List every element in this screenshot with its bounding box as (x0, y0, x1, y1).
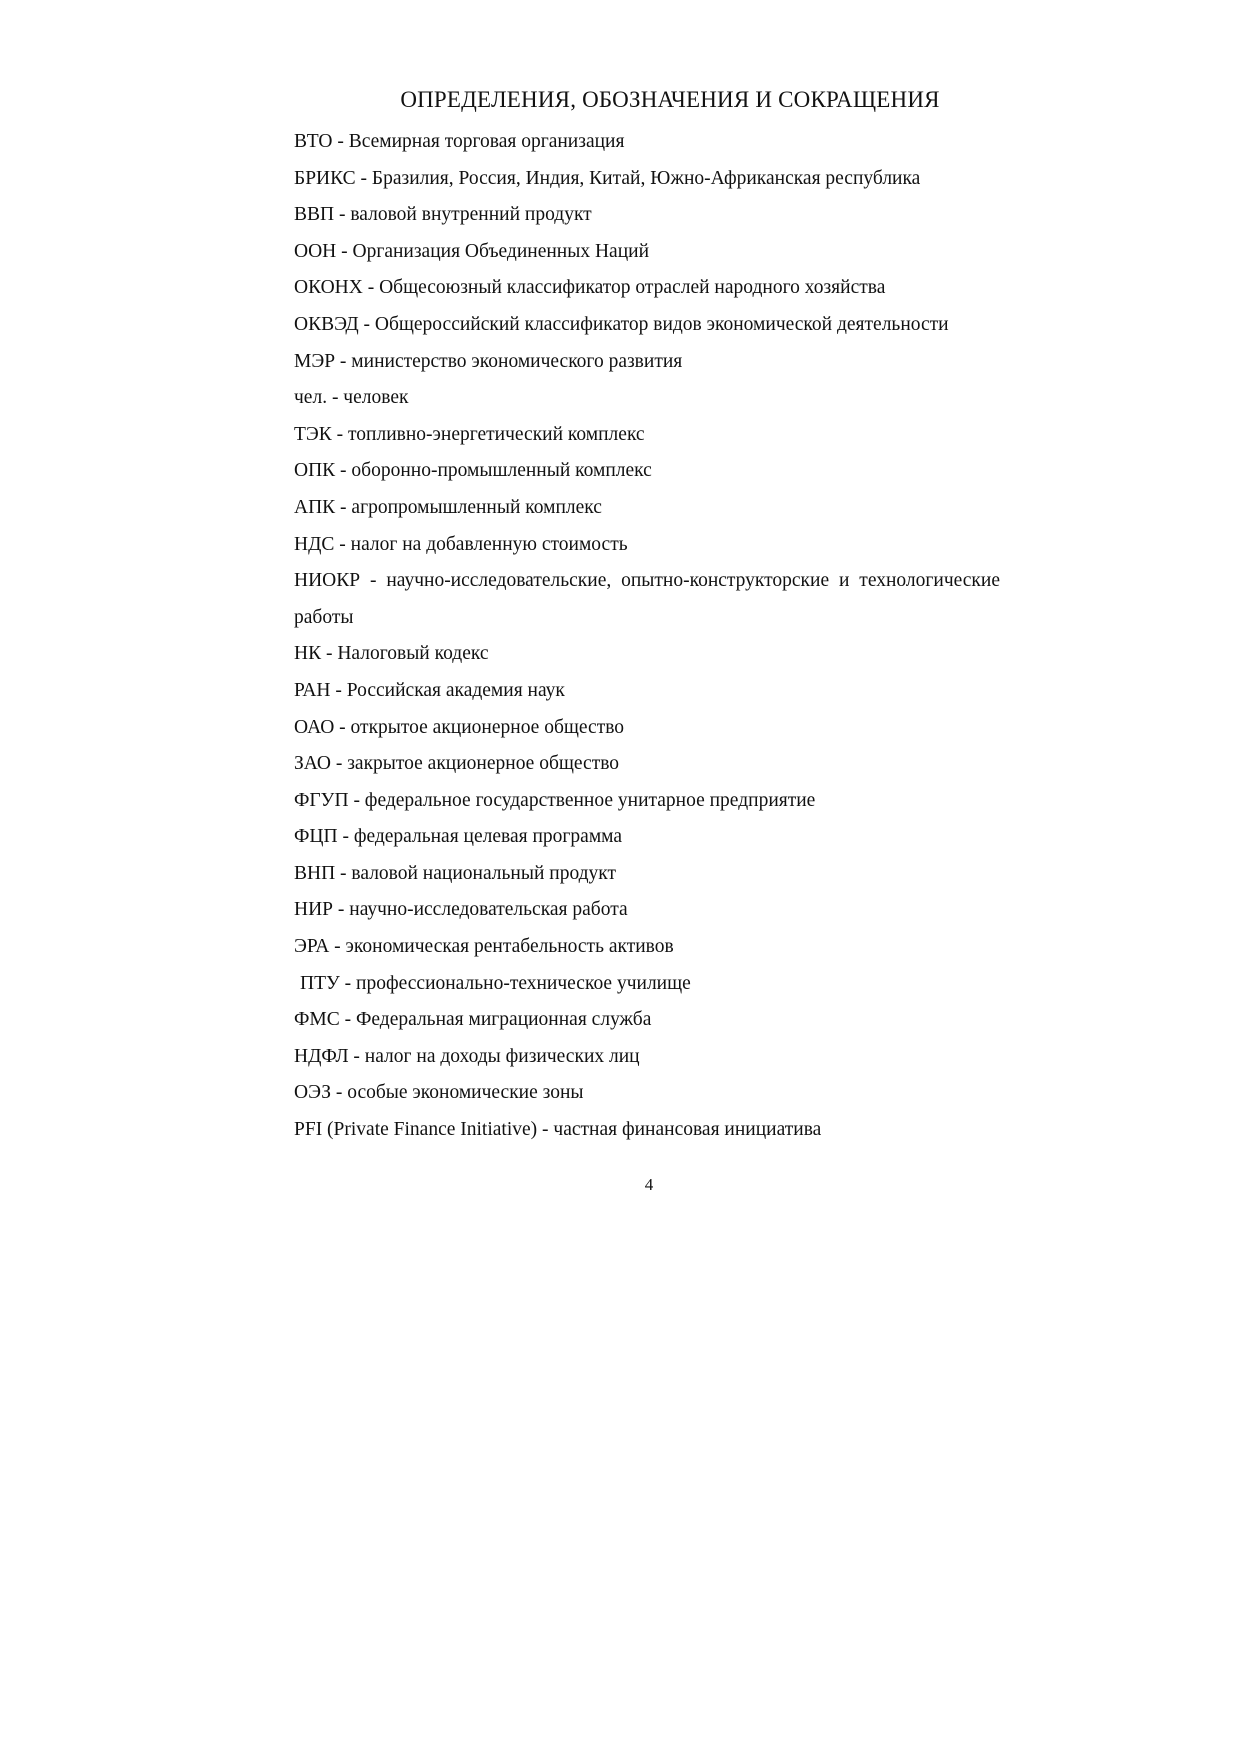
list-item: PFI (Private Finance Initiative) - частная финансовая инициатива (294, 1119, 822, 1141)
list-item: ВТО - Всемирная торговая организация (294, 131, 625, 152)
list-item: ВНП - валовой национальный продукт (294, 862, 617, 884)
list-item: НК - Налоговый кодекс (294, 643, 489, 665)
list-item: НДС - налог на добавленную стоимость (294, 533, 628, 555)
list-item: ОКВЭД - Общероссийский классификатор видов экономической деятельности (294, 313, 949, 335)
list-item: БРИКС - Бразилия, Россия, Индия, Китай, Южно-Африканская республика (294, 167, 921, 189)
list-item: ФЦП - федеральная целевая программа (294, 826, 623, 848)
list-item: ООН - Организация Объединенных Наций (294, 240, 650, 262)
list-item: ОКОНХ - Общесоюзный классификатор отраслей народного хозяйства (294, 277, 886, 299)
page-number: 4 (644, 1175, 654, 1194)
list-item: ФМС - Федеральная миграционная служба (294, 1009, 652, 1031)
list-item: чел. - человек (294, 387, 409, 409)
list-item: ПТУ - профессионально-техническое училище (300, 972, 691, 994)
list-item: ОАО - открытое акционерное общество (294, 716, 625, 738)
list-item: ВВП - валовой внутренний продукт (294, 204, 592, 226)
list-item: АПК - агропромышленный комплекс (294, 496, 602, 518)
list-item: ОЭЗ - особые экономические зоны (294, 1082, 584, 1104)
list-item: ОПК - оборонно-промышленный комплекс (294, 460, 652, 482)
list-item: ФГУП - федеральное государственное унитарное предприятие (294, 789, 816, 811)
list-item: ЗАО - закрытое акционерное общество (294, 753, 620, 775)
list-item: МЭР - министерство экономического развития (294, 350, 683, 372)
list-item: ТЭК - топливно-энергетический комплекс (294, 423, 645, 445)
list-item: НИОКР - научно-исследовательские, опытно-конструкторские и технологические работы (294, 570, 1000, 628)
list-item: НДФЛ - налог на доходы физических лиц (294, 1045, 640, 1067)
list-item: ЭРА - экономическая рентабельность активов (294, 936, 674, 958)
list-item: РАН - Российская академия наук (294, 679, 565, 701)
list-item: НИР - научно-исследовательская работа (294, 899, 628, 921)
abbreviation-list (294, 124, 1000, 1149)
page-title: ОПРЕДЕЛЕНИЯ, ОБОЗНАЧЕНИЯ И СОКРАЩЕНИЯ (400, 87, 940, 112)
